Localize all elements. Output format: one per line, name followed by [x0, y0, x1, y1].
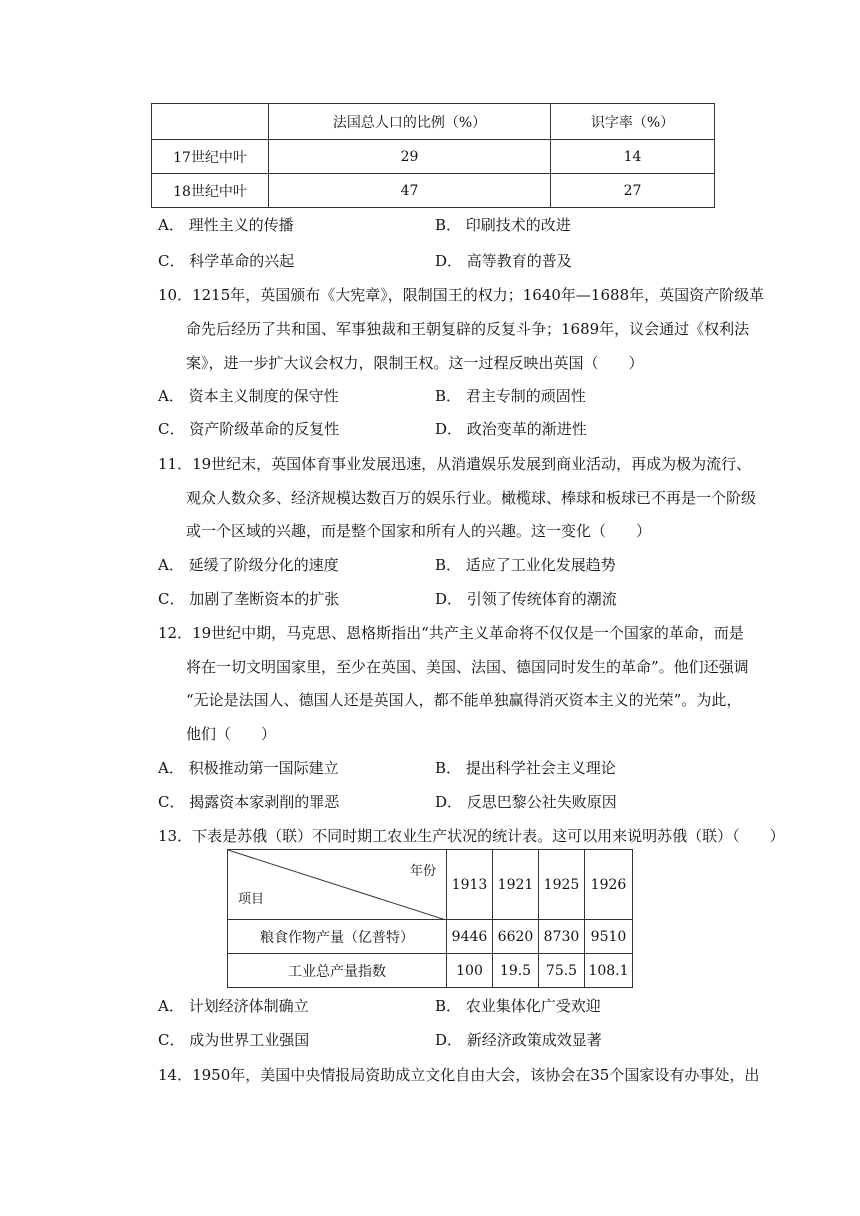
option-a: A． 计划经济体制确立	[158, 997, 309, 1015]
question-11-line-3: 或一个区域的兴趣，而是整个国家和所有人的兴趣。这一变化（ ）	[186, 522, 652, 540]
table-cell: 29	[269, 140, 551, 174]
table-cell: 18世纪中叶	[152, 174, 269, 208]
option-d: D． 政治变革的渐进性	[435, 420, 587, 438]
table-cell: 9446	[447, 920, 493, 954]
option-b: B． 农业集体化广受欢迎	[435, 997, 601, 1015]
table-cell: 27	[551, 174, 715, 208]
option-b: B． 君主专制的顽固性	[435, 387, 586, 405]
year-cell: 1926	[585, 850, 633, 920]
table-cell: 17世纪中叶	[152, 140, 269, 174]
table-header-cell: 识字率（%）	[551, 104, 715, 140]
option-a: A． 资本主义制度的保守性	[158, 387, 339, 405]
option-d: D． 反思巴黎公社失败原因	[435, 793, 617, 811]
question-12-line-2: 将在一切文明国家里，至少在英国、美国、法国、德国同时发生的革命”。他们还强调	[186, 658, 749, 676]
option-d: D． 高等教育的普及	[435, 252, 572, 270]
table-cell: 14	[551, 140, 715, 174]
table-cell: 19.5	[493, 954, 539, 988]
row-label: 粮食作物产量（亿普特）	[228, 920, 447, 954]
production-table	[227, 849, 633, 988]
table-cell: 100	[447, 954, 493, 988]
question-12-line-4: 他们（ ）	[186, 725, 277, 743]
option-c: C． 成为世界工业强国	[158, 1031, 310, 1049]
option-c: C． 资产阶级革命的反复性	[158, 420, 340, 438]
year-cell: 1921	[493, 850, 539, 920]
table-cell: 108.1	[585, 954, 633, 988]
row-label: 工业总产量指数	[228, 954, 447, 988]
question-12-line-1: 12．19世纪中期，马克思、恩格斯指出“共产主义革命将不仅仅是一个国家的革命，而是	[158, 624, 744, 642]
option-c: C． 揭露资本家剥削的罪恶	[158, 793, 340, 811]
table-cell: 8730	[539, 920, 585, 954]
table-header-cell	[152, 104, 269, 140]
question-12-line-3: “无论是法国人、德国人还是英国人，都不能单独赢得消灭资本主义的光荣”。为此，	[186, 691, 742, 709]
question-11-line-2: 观众人数众多、经济规模达数百万的娱乐行业。橄榄球、棒球和板球已不再是一个阶级	[186, 489, 757, 507]
table-cell: 9510	[585, 920, 633, 954]
question-10-line-2: 命先后经历了共和国、军事独裁和王朝复辟的反复斗争；1689年，议会通过《权利法	[186, 320, 750, 338]
table-cell: 47	[269, 174, 551, 208]
year-cell: 1925	[539, 850, 585, 920]
question-11-line-1: 11．19世纪末，英国体育事业发展迅速，从消遣娱乐发展到商业活动，再成为极为流行、	[158, 455, 752, 473]
item-header: 项目	[238, 892, 265, 907]
table-cell: 6620	[493, 920, 539, 954]
option-d: D． 引领了传统体育的潮流	[435, 590, 617, 608]
option-a: A． 积极推动第一国际建立	[158, 759, 339, 777]
option-b: B． 印刷技术的改进	[435, 216, 571, 234]
year-header: 年份	[409, 864, 436, 879]
option-c: C． 加剧了垄断资本的扩张	[158, 590, 340, 608]
option-b: B． 适应了工业化发展趋势	[435, 556, 616, 574]
table-cell: 75.5	[539, 954, 585, 988]
option-d: D． 新经济政策成效显著	[435, 1031, 602, 1049]
option-a: A． 延缓了阶级分化的速度	[158, 556, 339, 574]
diagonal-header-cell	[228, 850, 447, 920]
question-10-line-1: 10．1215年，英国颁布《大宪章》，限制国王的权力；1640年—1688年，英国资产阶级革	[158, 286, 765, 304]
option-c: C． 科学革命的兴起	[158, 252, 295, 270]
question-14-line: 14．1950年，美国中央情报局资助成立文化自由大会，该协会在35个国家设有办事处，出	[158, 1066, 760, 1084]
question-10-line-3: 案》，进一步扩大议会权力，限制王权。这一过程反映出英国（ ）	[186, 354, 644, 372]
option-a: A． 理性主义的传播	[158, 216, 294, 234]
option-b: B． 提出科学社会主义理论	[435, 759, 616, 777]
literacy-table	[151, 103, 715, 208]
table-header-cell: 法国总人口的比例（%）	[269, 104, 551, 140]
question-13-line: 13．下表是苏俄（联）不同时期工农业生产状况的统计表。这可以用来说明苏俄（联）（ ）	[158, 827, 785, 845]
year-cell: 1913	[447, 850, 493, 920]
